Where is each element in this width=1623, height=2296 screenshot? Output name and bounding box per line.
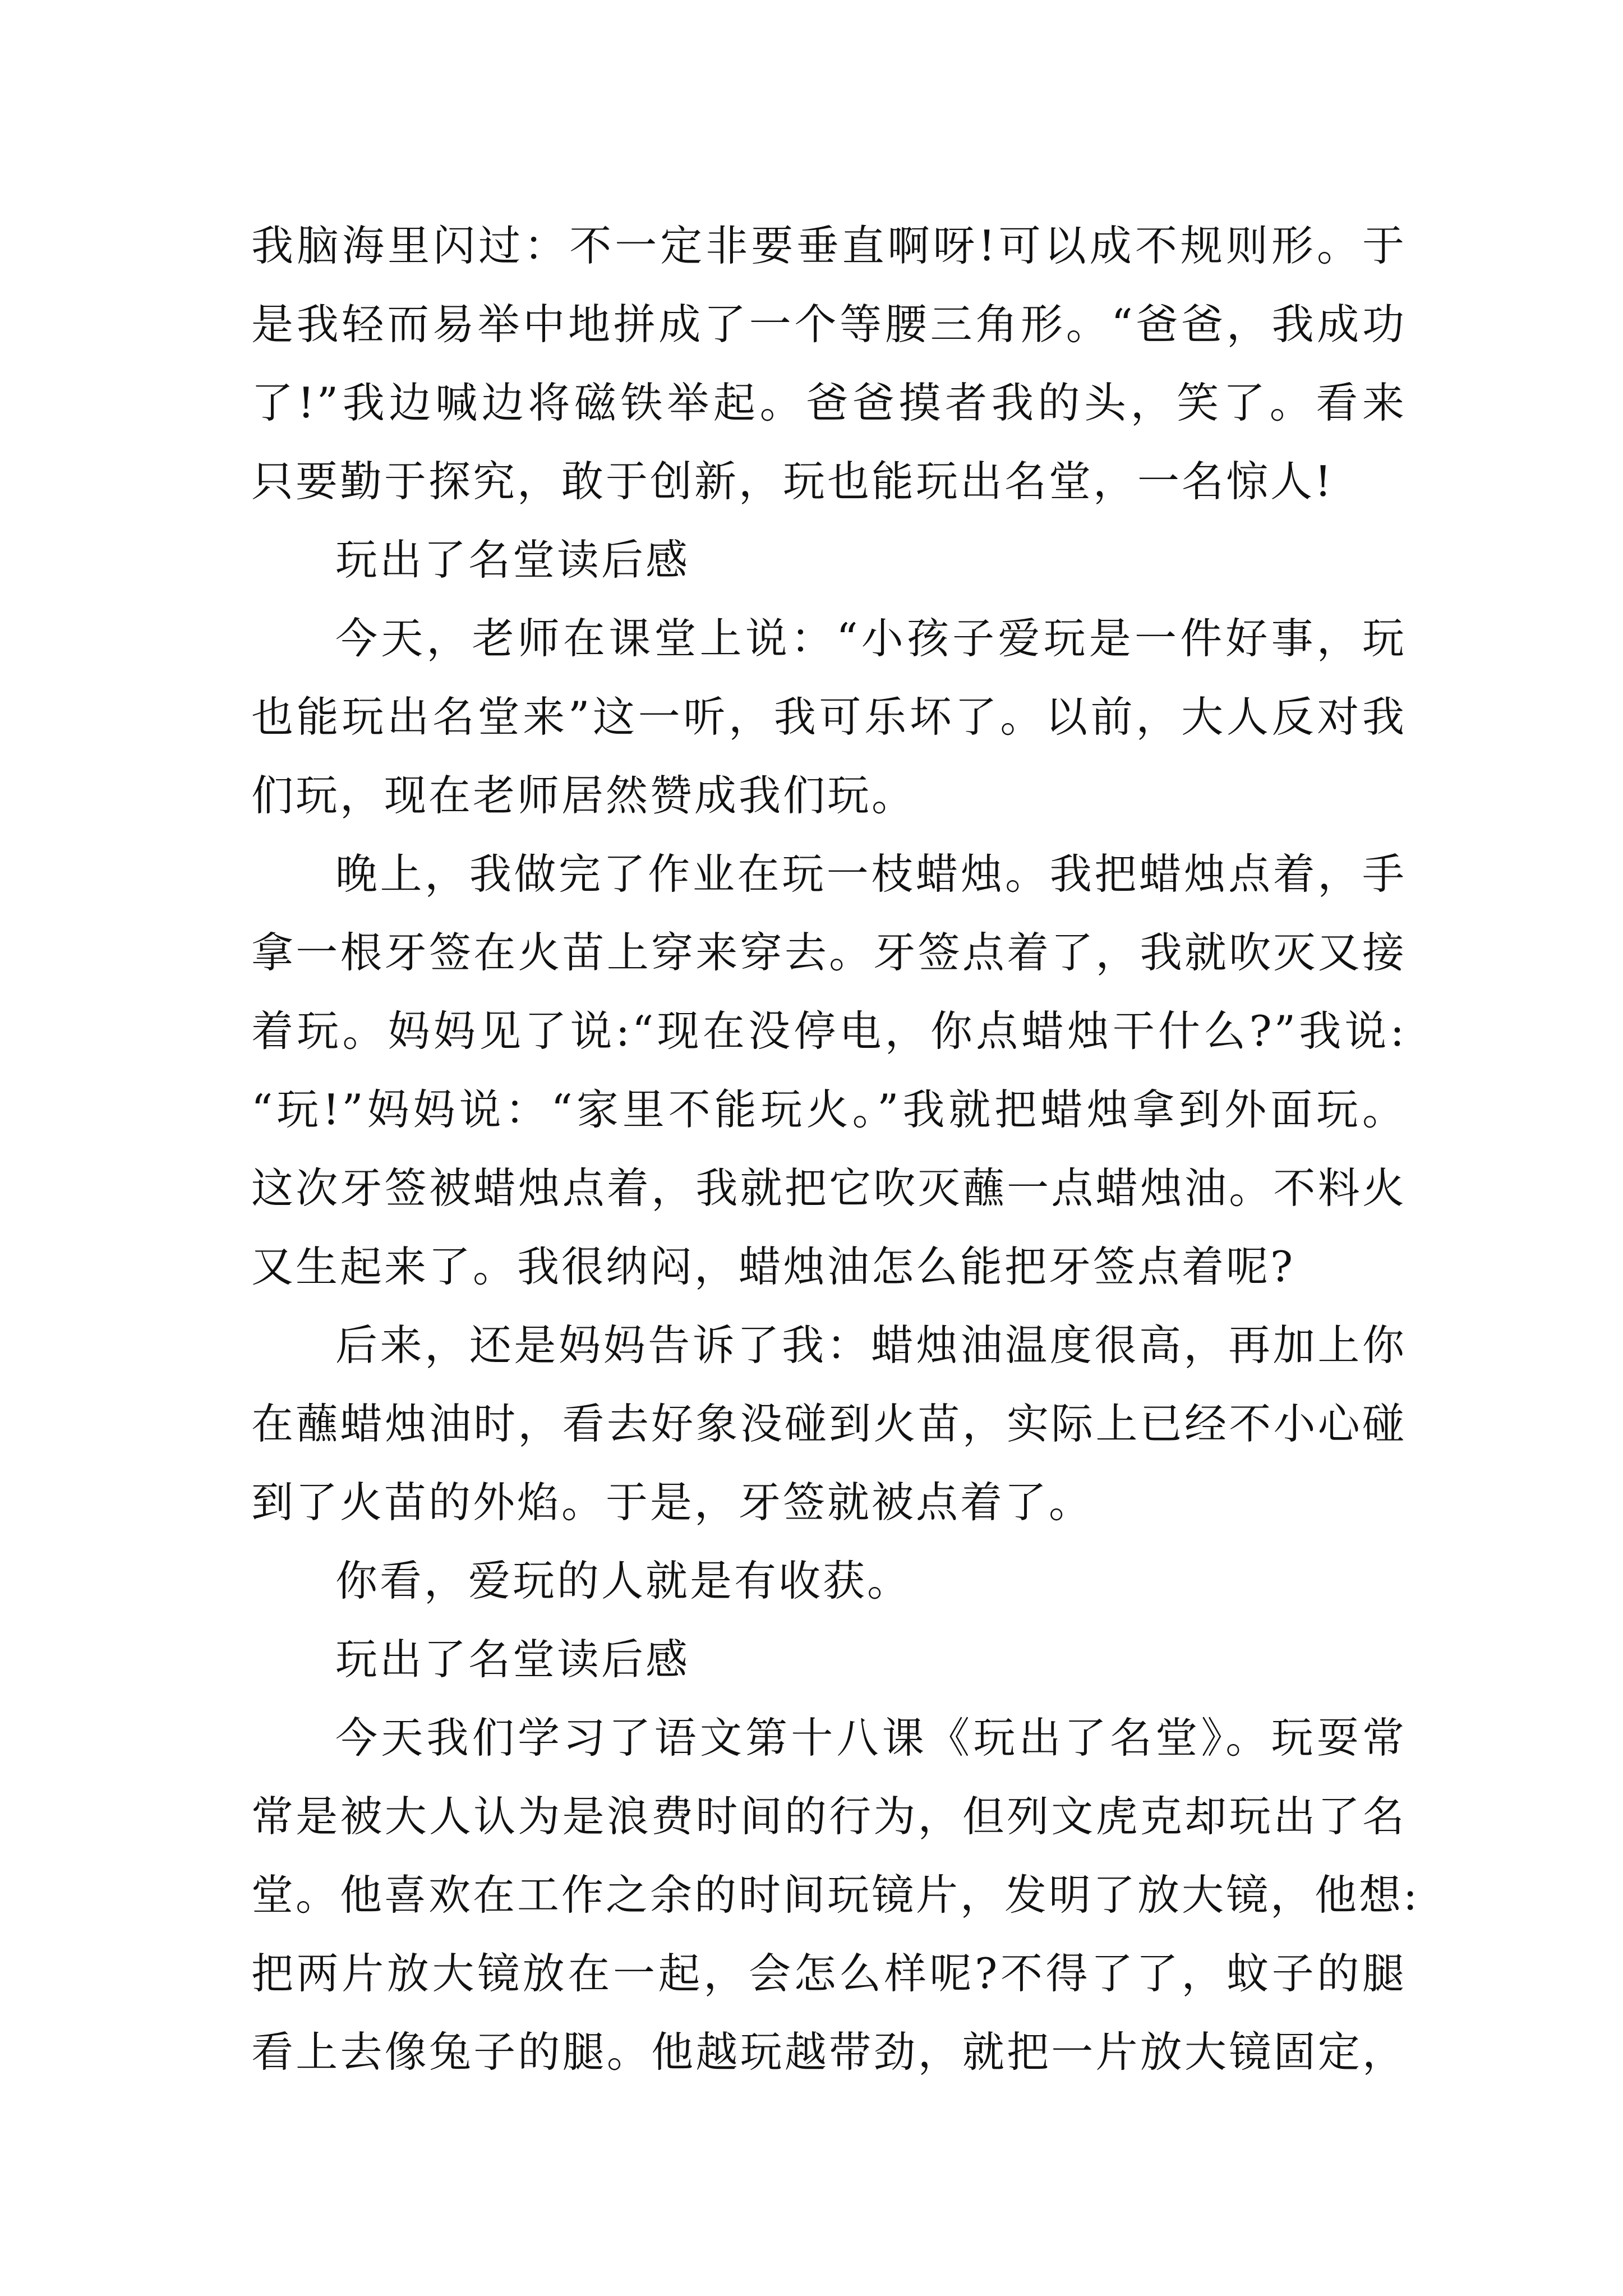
text-line: 玩出了名堂读后感 (335, 1635, 690, 1684)
text-line: 了!”我边喊边将磁铁举起。爸爸摸者我的头，笑了。看来 (251, 378, 1407, 427)
text-line: 今天我们学习了语文第十八课《玩出了名堂》。玩耍常 (335, 1713, 1407, 1763)
text-line: 你看，爱玩的人就是有收获。 (335, 1556, 912, 1605)
text-line: 到了火苗的外焰。于是，牙签就被点着了。 (251, 1478, 1094, 1527)
text-line: 把两片放大镜放在一起，会怎么样呢?不得了了，蚊子的腿 (251, 1949, 1407, 1998)
text-line: 是我轻而易举中地拼成了一个等腰三角形。“爸爸，我成功 (251, 300, 1407, 349)
text-line: 只要勤于探究，敢于创新，玩也能玩出名堂，一名惊人! (251, 457, 1334, 506)
text-line: 这次牙签被蜡烛点着，我就把它吹灭蘸一点蜡烛油。不料火 (251, 1163, 1407, 1213)
text-line: 我脑海里闪过：不一定非要垂直啊呀!可以成不规则形。于 (251, 221, 1407, 270)
text-line: 后来，还是妈妈告诉了我：蜡烛油温度很高，再加上你 (335, 1320, 1407, 1370)
text-line: 在蘸蜡烛油时，看去好象没碰到火苗，实际上已经不小心碰 (251, 1399, 1407, 1448)
text-line: 们玩，现在老师居然赞成我们玩。 (251, 771, 916, 820)
text-line: “玩!”妈妈说：“家里不能玩火。”我就把蜡烛拿到外面玩。 (251, 1085, 1407, 1134)
text-line: 今天，老师在课堂上说：“小孩子爱玩是一件好事，玩 (335, 614, 1407, 663)
document-body (251, 206, 1420, 2091)
text-line: 又生起来了。我很纳闷，蜡烛油怎么能把牙签点着呢? (251, 1242, 1295, 1291)
text-line: 玩出了名堂读后感 (335, 535, 690, 585)
text-line: 常是被大人认为是浪费时间的行为，但列文虎克却玩出了名 (251, 1792, 1407, 1841)
text-line: 拿一根牙签在火苗上穿来穿去。牙签点着了，我就吹灭又接 (251, 928, 1407, 977)
text-line: 晚上，我做完了作业在玩一枝蜡烛。我把蜡烛点着，手 (335, 849, 1407, 899)
text-line: 看上去像兔子的腿。他越玩越带劲，就把一片放大镜固定， (251, 2027, 1407, 2077)
text-line: 也能玩出名堂来”这一听，我可乐坏了。以前，大人反对我 (251, 692, 1407, 742)
text-line: 堂。他喜欢在工作之余的时间玩镜片，发明了放大镜，他想: (251, 1870, 1420, 1920)
text-line: 着玩。妈妈见了说:“现在没停电，你点蜡烛干什么?”我说: (251, 1006, 1407, 1056)
